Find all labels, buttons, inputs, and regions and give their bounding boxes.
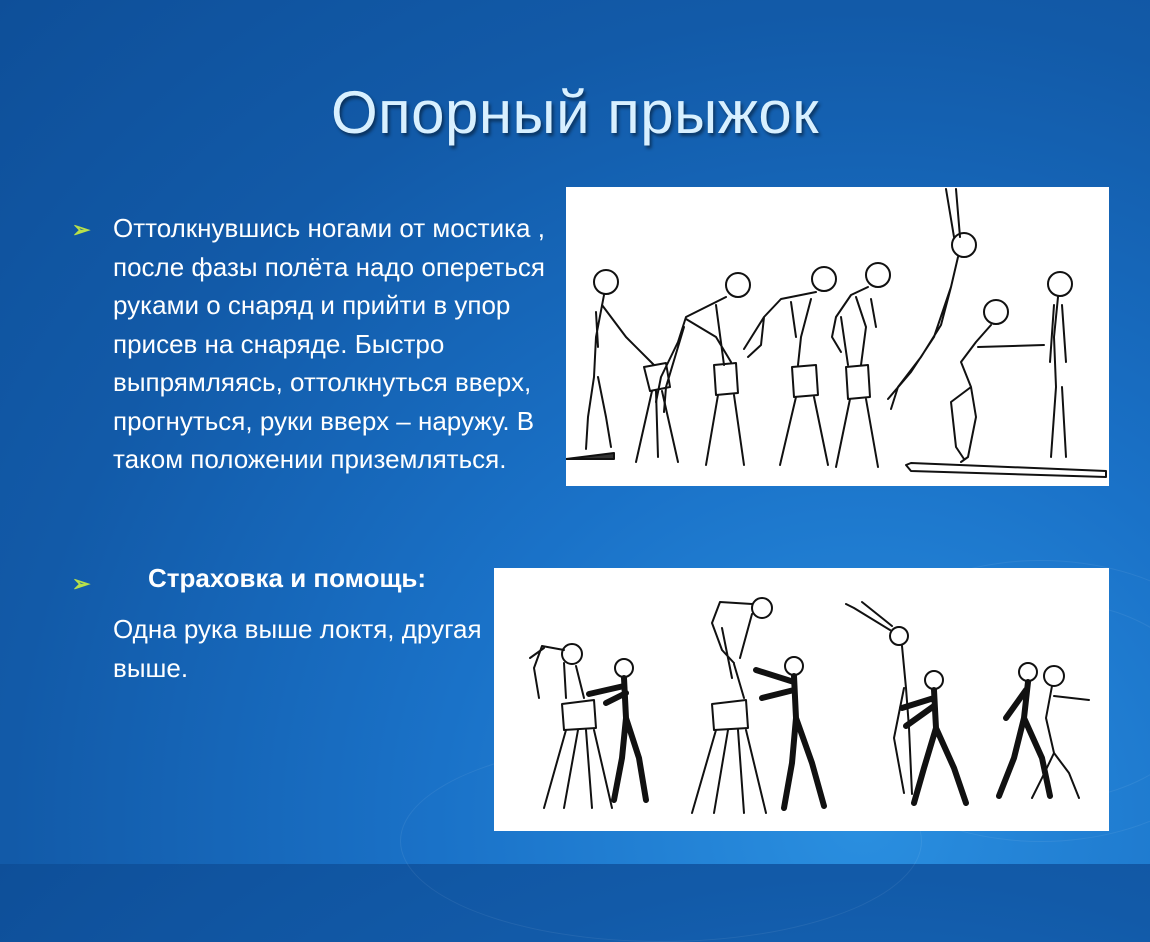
spotting-heading: Страховка и помощь:	[148, 563, 427, 593]
slide-title: Опорный прыжок	[330, 79, 820, 146]
spotting-description: Одна рука выше локтя, другая выше.	[113, 614, 482, 683]
spotting-illustration	[494, 568, 1109, 831]
technique-description: Оттолкнувшись ногами от мостика , после фазы полёта надо опереться руками о снаряд и прийти в упор присев на снаряде. Быстро выпрямляясь, оттолкнуться вверх, прогнуться, руки вверх – наружу. В таком положении приземляться.	[113, 213, 545, 474]
vault-sequence-illustration	[566, 187, 1109, 486]
bullet-arrow-icon: ➢	[72, 571, 91, 596]
bullet-arrow-icon: ➢	[72, 217, 91, 242]
